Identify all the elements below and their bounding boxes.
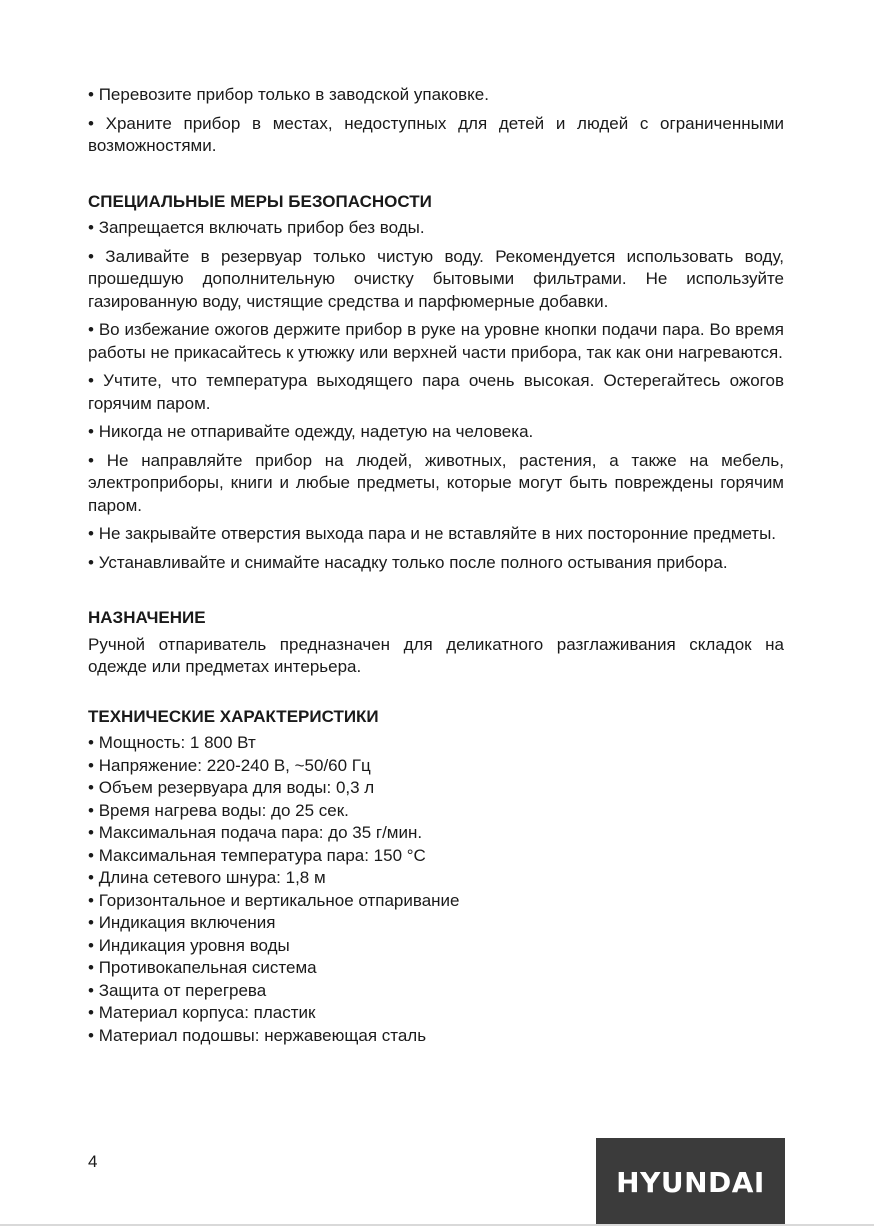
- spec-item: • Защита от перегрева: [88, 980, 784, 1003]
- safety-item: • Не направляйте прибор на людей, животных, растения, а также на мебель, электроприборы, книги и любые предметы, которые могут быть повреждены горячим паром.: [88, 450, 784, 518]
- safety-item: • Никогда не отпаривайте одежду, надетую на человека.: [88, 421, 784, 444]
- spec-item: • Мощность: 1 800 Вт: [88, 732, 784, 755]
- intro-item: • Храните прибор в местах, недоступных для детей и людей с ограниченными возможностями.: [88, 113, 784, 158]
- specs-heading: ТЕХНИЧЕСКИЕ ХАРАКТЕРИСТИКИ: [88, 706, 379, 726]
- spec-item: • Материал корпуса: пластик: [88, 1002, 784, 1025]
- safety-item: • Запрещается включать прибор без воды.: [88, 217, 784, 240]
- spec-item: • Максимальная температура пара: 150 °C: [88, 845, 784, 868]
- spec-item: • Материал подошвы: нержавеющая сталь: [88, 1025, 784, 1048]
- safety-item: • Устанавливайте и снимайте насадку только после полного остывания прибора.: [88, 552, 784, 575]
- intro-item: • Перевозите прибор только в заводской упаковке.: [88, 84, 784, 107]
- purpose-text: Ручной отпариватель предназначен для деликатного разглаживания складок на одежде или предметах интерьера.: [88, 634, 784, 676]
- document-body: [88, 84, 784, 1047]
- spec-item: • Напряжение: 220-240 В, ~50/60 Гц: [88, 755, 784, 778]
- safety-item: • Заливайте в резервуар только чистую воду. Рекомендуется использовать воду, прошедшую дополнительную очистку бытовыми фильтрами. Не используйте газированную воду, чистящие средства и парфюмерные добавки.: [88, 246, 784, 314]
- page-number: 4: [88, 1152, 98, 1171]
- safety-heading: СПЕЦИАЛЬНЫЕ МЕРЫ БЕЗОПАСНОСТИ: [88, 191, 432, 211]
- spec-item: • Максимальная подача пара: до 35 г/мин.: [88, 822, 784, 845]
- safety-item: • Не закрывайте отверстия выхода пара и не вставляйте в них посторонние предметы.: [88, 523, 784, 546]
- brand-logo: HYUNDAI: [596, 1138, 785, 1226]
- specs-list: [88, 732, 784, 1047]
- spec-item: • Объем резервуара для воды: 0,3 л: [88, 777, 784, 800]
- spec-item: • Время нагрева воды: до 25 сек.: [88, 800, 784, 823]
- safety-item: • Во избежание ожогов держите прибор в руке на уровне кнопки подачи пара. Во время работы не прикасайтесь к утюжку или верхней части прибора, так как они нагреваются.: [88, 319, 784, 364]
- spec-item: • Индикация уровня воды: [88, 935, 784, 958]
- spec-item: • Противокапельная система: [88, 957, 784, 980]
- spec-item: • Горизонтальное и вертикальное отпаривание: [88, 890, 784, 913]
- purpose-heading: НАЗНАЧЕНИЕ: [88, 608, 206, 627]
- safety-item: • Учтите, что температура выходящего пара очень высокая. Остерегайтесь ожогов горячим паром.: [88, 370, 784, 415]
- spec-item: • Индикация включения: [88, 912, 784, 935]
- spec-item: • Длина сетевого шнура: 1,8 м: [88, 867, 784, 890]
